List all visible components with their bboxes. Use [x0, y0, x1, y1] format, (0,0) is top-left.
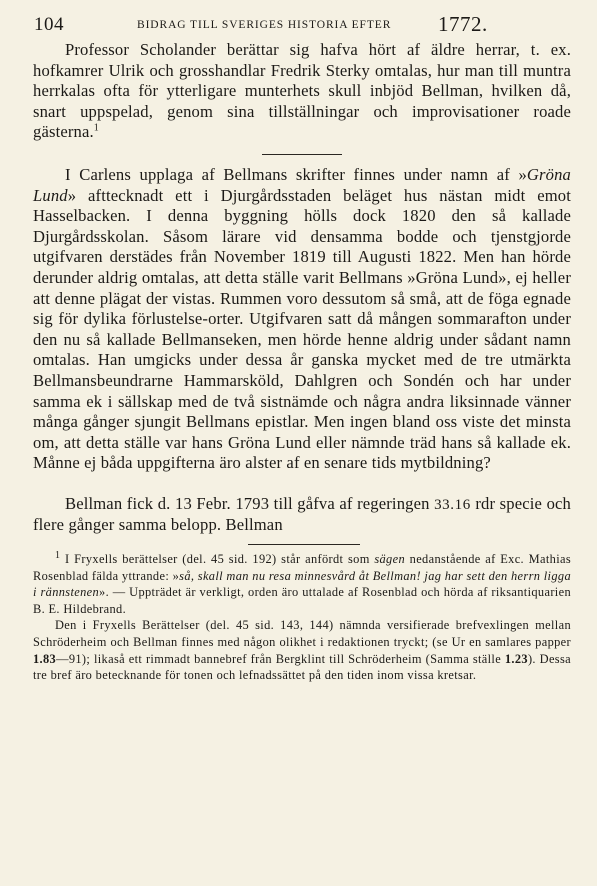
footnote-1 [33, 551, 571, 617]
paragraph-scholander [33, 40, 571, 143]
footnote-text: I Fryxells berättelser (del. 45 sid. 192) står anfördt som [65, 552, 375, 567]
running-year: 1772. [438, 12, 488, 36]
footnote-2 [33, 617, 571, 683]
paragraph-text: » afttecknadt ett i Djurgårdsstaden beläget hus nästan midt emot Hasselbacken. I denna byggning hölls dock 1820 den så kallade Djurgårdsskolan. Såsom lärare vid densamma bodde och tjenstgjorde utgifvaren derstädes från November 1819 till Augusti 1822. Men han hörde derunder aldrig omtalas, att detta ställe varit Bellmans »Gröna Lund», ej heller att denne plägat der vistas. Rummen voro dessutom så små, att de föga egnade sig för dylika förlustelse-orter. Utgifvaren satt då mången sommarafton under den nu så kallade Bellmanseken, men hörde henne aldrig under sådant namn omtalas. Han umgicks under dessa år ganska mycket med de tre utmärkta Bellmansbeundrarne Hammarsköld, Dahlgren och Sondén och har under samma ek i sällskap med de två sistnämde och några andra liksinnade vänner många gånger sjungit Bellmans epistlar. Men ingen bland oss viste det minsta om, att detta ställe var hans Gröna Lund eller nämnde träd hans så kallade ek. Månne ej båda uppgifterna äro alster af en senare tids mytbildning? [33, 185, 571, 473]
running-title: BIDRAG TILL SVERIGES HISTORIA EFTER [137, 19, 392, 31]
paragraph-text: Professor Scholander berättar sig hafva hört af äldre herrar, t. ex. hofkamrer Ulrik och grosshandlar Fredrik Sterky omtalas, hur man till muntra herrkalas ofta för ytterligare munterhets skull inbjöd Bellman, hvilken då, snart uppspelad, genom sina tillställningar och improvisationer roade gästerna. [33, 40, 571, 142]
paragraph-text: rdr specie och flere gånger samma belopp. Bellman [33, 493, 571, 535]
page-number: 104 [34, 14, 64, 35]
running-head [33, 14, 571, 38]
footnotes [33, 551, 571, 684]
footnote-text: ». — Uppträdet är verkligt, orden äro uttalade af Rosenblad och hörda af riksantiquarien B. E. Hildebrand. [33, 585, 571, 616]
footnote-separator [248, 544, 360, 545]
paragraph-text: I Carlens upplaga af Bellmans skrifter finnes under namn af » [65, 164, 527, 184]
footnote-reference: 1 [93, 122, 99, 134]
book-page [33, 14, 571, 684]
amount-value: 33.16 [434, 496, 471, 513]
footnote-text: —91); likaså ett rimmadt bannebref från Bergklint till Schröderheim (Samma ställe [56, 651, 505, 666]
volume-reference: 1.83 [33, 651, 57, 666]
section-separator [262, 154, 342, 155]
main-text [33, 40, 571, 536]
paragraph-grona-lund [33, 165, 571, 474]
paragraph-gift [33, 494, 571, 536]
italic-word: sägen [374, 552, 406, 567]
footnote-text: Den i Fryxells Berättelser (del. 45 sid. 143, 144) nämnda versifierade brefvexlingen mellan Schröderheim och Bellman finnes med någon olikhet i redaktionen tryckt; (se Ur en samlares papper [33, 618, 571, 650]
paragraph-text: Bellman fick d. 13 Febr. 1793 till gåfva af regeringen [65, 493, 435, 513]
footnote-mark: 1 [55, 549, 61, 561]
volume-reference: 1.23 [504, 651, 528, 666]
footnote-text: nedanstående af Exc. Mathias Rosenblad fälda yttrande: » [33, 552, 572, 583]
italic-quote: så, skall man nu resa minnesvård åt Bellman! jag har sett den herrn ligga i rännstenen [33, 568, 571, 600]
italic-title: Gröna Lund [33, 164, 571, 205]
footnote-text: ). Dessa tre bref äro betecknande för tonen och lefnadssättet på den tiden inom vissa kretsar. [33, 651, 571, 683]
